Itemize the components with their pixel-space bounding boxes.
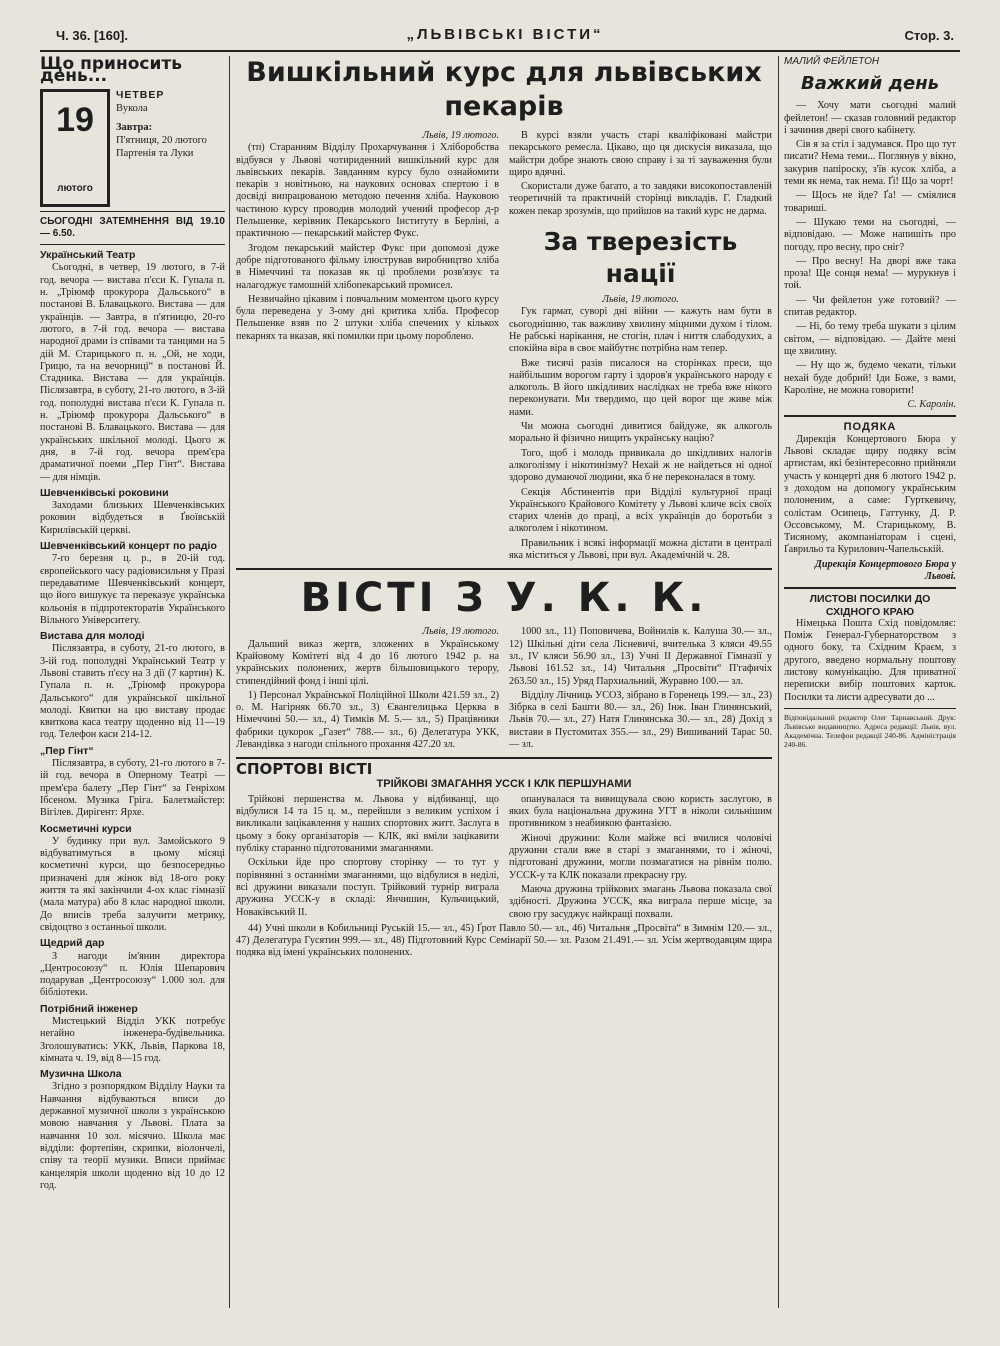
section-text-music-school: Згідно з розпорядком Відділу Науки та Навчання відбуваються вписи до державної музичної школи з українською мовою навчання у Львові. Плата за навчання 10 зол. місячно. Школа має відділи: фортепіян, скрипки, віолончелі, співу та теорії музики. Вписи приймає канцелярія школи щоденно від 10 до 12 год.	[40, 1081, 225, 1191]
imprint: Відповідальний редактор Олег Тарнавський. Друк: Львівське видавництво. Адреса редакції: Львів, вул. Академічна. Телефон редакції 240-86. Адміністрація 240-86.	[784, 712, 956, 749]
thanks-text: Дирекція Концертового Бюра у Львові складає щиру подяку всім артистам, які безінтересовно прийняли участь у концерті дня 6 лютого 1942 р. з доходом на допомогу українським полоненим, а саме: Гурткевичу, солістам Осипець, Гаттунку, Д. Р. Оссовському, М. Старицькому, В. Тисяному, акомпаніаторам і сцені, Ґаврильо та Курилович-Чапельській.	[784, 433, 956, 556]
sports-section-title: СПОРТОВІ ВІСТІ	[236, 760, 373, 779]
temperance-p6: Правильник і всякі інформації можна дістати в централі яка міститься у Львові, при вул. Академічній ч. 28.	[509, 537, 772, 562]
tomorrow-label: Завтра:	[116, 121, 153, 133]
feuilleton-p3: — Щось не йде? Ґа! — сміялися товариші.	[784, 190, 956, 214]
temperance-p4: Того, щоб і молодь привикала до шкідливих налогів алкоголізму і нікотинізму? Нехай ж не найдеться ні одної здорово думаючої людини, яка б не переконалася в тому.	[509, 447, 772, 484]
posts-text: Німецька Пошта Схід повідомляє: Поміж Генерал-Губернаторством з одного боку, та Східним Краєм, з другого, введено нормальну поштову листову комунікацію. Для приватної переписки вибір поштових карток. Посилки та листи адресувати до ...	[784, 617, 956, 703]
feuilleton-p6: — Чи фейлетон уже готовий? — спитав редактор.	[784, 294, 956, 319]
feuilleton-p5: — Про весну! На дворі вже така проза! Ще сонця нема! — мурукнув і той.	[784, 255, 956, 292]
section-title-radio: Шевченківський концерт по радіо	[40, 540, 217, 553]
dateline-bakers: Львів, 19 лютого.	[422, 130, 499, 141]
calendar-box	[40, 89, 110, 207]
left-column	[40, 56, 225, 1194]
section-text-youth-show: Післязавтра, в суботу, 21-го лютого, в 3-ій год. пополудні Український Театр у Львові ставить п'єсу на 3 дії (7 картин) К. Гупала п. н. „Тріюмф прокурора Дальського“ для української шкільної молоді. Квитки на цю виставу продає квиткова каса театру щоденно від 11—19 год. Телефон каси 214-12.	[40, 643, 225, 741]
bakers-p5: Скористали дуже багато, а то завдяки високопоставленій теоретичній та практичній сторінці викладів. Г. Гладкий кожен пекар зрозумів, що прийшов на такий курс не дарма.	[509, 181, 772, 217]
feuilleton-p1: — Хочу мати сьогодні малий фейлетон! — сказав головний редактор і зачинив двері свого кабінету.	[784, 100, 956, 136]
feuilleton-p2: Сів я за стіл і задумався. Про що тут писати? Нема теми... Поглянув у вікно, закурив папіроску, з'їв кусок хліба, а теми як нема, так нема. Ґі! Що за чорт!	[784, 139, 956, 188]
thanks-signature: Дирекція Концертового Бюра у Львові.	[814, 558, 956, 582]
feuilleton-p4: — Шукаю теми на сьогодні, — відповідаю. — Може напишіть про погоду, про весну, про сніг?	[784, 216, 956, 253]
masthead: „ЛЬВІВСЬКІ ВІСТИ“	[406, 26, 604, 43]
section-text-theatre: Сьогодні, в четвер, 19 лютого, в 7-й год. вечора — вистава п'єси К. Гупала п. н. „Тріюмф прокурора Дальського“ в постанові В. Блавацького. Вистава — для українців. — Завтра, в п'ятницю, 20-го лютого, в 7-й год. вечора — вистава народної драми із співами та танцями на 5 дій М. Старицького п. н. „Ой, не ходи, Грицю, та на вечорниці“ в постанові Й. Стадника. Вистава — для українців. Післязавтра, в суботу, 21-го лютого, в 3-ій год. пополудні вистава п'єси К. Гупала п. н. „Тріюмф прокурора Дальського“ в постанові В. Блавацького. Вистава — для українських шкільної молоді. Цього ж дня, в 7-й год. вечора прем'єра драматичної поеми „Пер Гінт“. Вистава — для німців.	[40, 262, 225, 483]
sports-p6: 44) Учні школи в Кобильниці Руській 15.— зл., 45) Ґрот Павло 50.— зл., 46) Читальня „Просвіта“ в Зимнім 120.— зл., 47) Делегатура Гусятин 999.— зл., 48) Підготовний Курс Семінарії 50.— зл. Разом 21.491.— зл. Усім жертводавцям щира подяка від імені українських полонених.	[236, 922, 772, 959]
article-bakers	[236, 130, 772, 564]
section-title-peer-gynt: „Пер Гінт“	[40, 744, 94, 757]
temperance-p3: Чи можна сьогодні дивитися байдуже, як алкоголь морально й фізично нищить українську націю?	[509, 421, 772, 445]
calendar-block	[40, 89, 225, 207]
day-feature-title: Що приносить день...	[40, 54, 182, 87]
temperance-p5: Секція Абстинентів при Відділі культурної праці Українського Крайового Комітету у Львові кличе всіх своїх старих членів до праці, а всіх українців до боротьби з алкоголем і нікотином.	[509, 486, 772, 535]
section-text-anniversary: Заходами близьких Шевченківських роковин відбудеться в Ґвоївській Кирилівській церкві.	[40, 500, 225, 536]
section-title-gift: Щедрий дар	[40, 937, 105, 950]
feuilleton-p8: — Ну що ж, будемо чекати, тільки нехай буде добрий! Іди Боже, з вами, Кароліне, не можна говорити!	[784, 360, 956, 396]
middle-column	[236, 56, 772, 962]
sports-p1: Трійкові першенства м. Львова у відбиванці, що відбулися 14 та 15 ц. м., перейшли з великим успіхом і викликали зацікавлення у наших спортових житт. Заслуга в цьому з боку організаторів — КЛК, які вміли зацікавити публіку старанно підготованими змаганнями.	[236, 793, 499, 855]
sports-p2: Оскільки йде про спортову сторінку — то тут у порівнянні з останніми змаганнями, що відбулися в неділі, всі дружини виказали поступ. Трійковий турнір виграла дружина УССК-у в складі: Янчишин, Кульчицький, Новаківський II.	[236, 857, 499, 918]
section-text-peer-gynt: Післязавтра, в суботу, 21-го лютого в 7-ій год. вечора в Оперному Театрі — прем'єра балету „Пер Гінт“ за Генріхом Ібсеном. Музика Гріга. Балетмайстер: Вігілев. Дирігент: Ярхе.	[40, 758, 225, 819]
headline-ukk-news: ВІСТІ З У. К. К.	[300, 575, 708, 622]
article-ukk	[236, 626, 772, 753]
blackout-notice: СЬОГОДНІ ЗАТЕМНЕННЯ ВІД 19.10 — 6.50.	[40, 215, 225, 239]
ukk-p1: Дальший виказ жертв, зложених в Українському Крайовому Комітеті від 4 до 16 лютого 1942 р. на українських полонених, жертв більшовицького терору, стипендійний фонд і інші цілі.	[236, 638, 499, 687]
bakers-p3: Незвичайно цікавим і повчальним моментом цього курсу була переведена у 3-ому дні критика хліба. Професор Пельшенке взяв по 2 штуки хліба спечених у кількох пекарнях та вказав, які помилки при цьому пороблено.	[236, 293, 499, 342]
tomorrow-text: П'ятниця, 20 лютого Партенія та Луки	[116, 134, 207, 159]
column-divider	[229, 56, 230, 1308]
ukk-p4: Відділу Лічниць УСОЗ, зібрано в Горенець 199.— зл., 23) Зібрка в селі Башти 80.— зл., 26) Інж. Іван Глинянський, Львів 70.— зл., 27) Натя Глинянська 30.— зл., 28) Дохід з вистави в Пустомитах 355.— зл., 29) Вишиваний Тарас 50.— зл.	[509, 689, 772, 750]
section-title-music-school: Музична Школа	[40, 1068, 122, 1081]
section-title-cosmetic: Косметичні курси	[40, 822, 132, 835]
feuilleton-signature: С. Каролін.	[907, 399, 956, 411]
page-header	[56, 22, 954, 48]
column-divider	[778, 56, 779, 1308]
section-title-theatre: Український Театр	[40, 249, 136, 262]
bakers-p2: Згодом пекарський майстер Фукс при допомозі дуже добре підготованого фільму ілюстрував виробництво хліба в Німеччині та показав як ці проблеми розв'язує та налагоджує тамошній хлібопекарський промисел.	[236, 242, 499, 291]
bakers-p1: (тп) Старанням Відділу Прохарчування і Хліборобства відбувся у Львові чотириденний вишкільний курс для львівських пекарів. Завданням курсу було ознайомити пекарів з новітньою, на наукових основах спертою і в досвіді випрацюваною методою печення хліба. Науковою частиною курсу проводив молодий учений професор д-р Пельшенке, керівник Пекарського Інституту в Берліні, а практичною — пекарський майстер Фукс.	[236, 142, 499, 240]
dateline-temperance: Львів, 19 лютого.	[602, 294, 679, 306]
sports-p3: опанувалася та вивищувала свою користь заслугою, в яких була національна дружина УГТ в ніколи сильнішим противником з неабиякою фантазією.	[509, 793, 772, 830]
posts-title: ЛИСТОВІ ПОСИЛКИ ДО СХІДНОГО КРАЮ	[809, 593, 931, 618]
issue-number: Ч. 36. [160].	[56, 28, 129, 43]
ukk-p3: 1000 зл., 11) Поповичева, Войнилів к. Калуша 30.— зл., 12) Шкільні діти села Лісневичі, вчителька 3 кляси 49.55 зл., IV кляси 56.90 зл., 13) Учні II Державної Гімназії у Львові 161.52 зл., 14) Читальня „Просвіти“ П'гафичіх 263.50 зл., 15) Уряд Пархиальний, Журавно 100.— зл.	[509, 626, 772, 687]
calendar-details	[116, 89, 225, 207]
headline-bakers: Вишкільний курс для львівських пекарів	[246, 57, 762, 122]
sports-p4: Жіночі дружини: Коли майже всі вчилися чоловічі дружини стали вже в старі з змаганнями, то і жіночі, підготовані дружини, могли позмагатися на рівнім полю. УССК-у та КЛК показали прекрасну гру.	[509, 832, 772, 881]
section-title-youth-show: Вистава для молоді	[40, 630, 145, 643]
section-text-gift: З нагоди ім'янин директора „Центросоюзу“ п. Юлія Шепарович подарував „Центросоюзу“ 1.000 зол. для бібліотеки.	[40, 950, 225, 999]
section-text-radio: 7-го березня ц. р., в 20-ій год. європейського часу радіовисильня у Празі передаватиме Шевченківський концерт, що його вишукує та переказує українська кольонія в підпротекторатів Українського Вільного Університету.	[40, 553, 225, 626]
day-number: 19	[56, 100, 94, 139]
saint-name: Вукола	[116, 102, 148, 114]
headline-temperance: За тверезість нації	[543, 227, 738, 289]
temperance-p1: Гук гармат, суворі дні війни — кажуть нам бути в сьогоднішню, так важливу хвилину міцними духом і тілом. Не рабські нарікання, не стогін, плач і ниття слабодухих, а спокійна віра в своє майбутнє потрібна нам тепер.	[509, 306, 772, 355]
month-label: лютого	[57, 183, 93, 195]
article-sports	[236, 794, 772, 923]
section-text-cosmetic: У будинку при вул. Замойського 9 відбуватимуться в цьому місяці косметичні курси, що безпосередньо призначені для жінок від 18-ого року життя та які закінчили 4-ох клас гімназії (мала матура) або 8 клас народної школи. До вписів треба залучити метрику, свідоцтво з останньої школи.	[40, 835, 225, 933]
dateline-ukk: Львів, 19 лютого.	[422, 626, 499, 638]
section-title-anniversary: Шевченківські роковини	[40, 486, 169, 499]
ukk-p2: 1) Персонал Української Поліційної Школи 421.59 зл., 2) о. М. Нагірняк 66.70 зл., 3) Євангелицька Церква в Німеччині 50.— зл., 4) Тимків М. 5.— зл., 5) Працівники фабрики цукорок „Газет“ 788.— зл., 6) Делегатура УКК, Левандівка з нагоди спільного прохання 427.20 зл.	[236, 689, 499, 750]
feuilleton-p7: — Ні, бо тему треба шукати з цілим світом, — відповідаю. — Дайте мені ще хвилину.	[784, 321, 956, 357]
right-column	[784, 56, 956, 749]
sports-headline: ТРІЙКОВІ ЗМАГАННЯ УССК І КЛК ПЕРШУНАМИ	[376, 777, 632, 790]
feuilleton-label: МАЛИЙ ФЕЙЛЕТОН	[784, 56, 880, 67]
bakers-p4: В курсі взяли участь старі кваліфіковані майстри пекарського ремесла. Цікаво, що ця дискусія виказала, що майстри добре знають свою справу і за ті зауваження були щиро вдячні.	[509, 130, 772, 178]
section-title-engineer: Потрібний інженер	[40, 1002, 138, 1015]
header-rule	[40, 50, 960, 52]
feuilleton-title: Важкий день	[800, 73, 940, 95]
temperance-p2: Вже тисячі разів писалося на сторінках преси, що найбільшим ворогом гарту і здоров'я українського народу є алкоголь. В його шкідливих наслідках не треба вже нікого переконувати. Ми твердимо, що цей ворог ще живе між нами.	[509, 357, 772, 418]
weekday: ЧЕТВЕР	[116, 88, 165, 101]
sports-p5: Маюча дружина трійкових змагань Львова показала свої здібності. Дружина УССК, яка виграла перше місце, за свою гру засуджує найкращі похвали.	[509, 883, 772, 920]
page-number: Стор. 3.	[904, 28, 954, 43]
thanks-title: ПОДЯКА	[843, 421, 897, 434]
section-text-engineer: Мистецький Відділ УКК потребує негайно інженера-будівельника. Зголошуватись: УКК, Львів, Паркова 18, кімната ч. 19, від 8—15 год.	[40, 1016, 225, 1064]
